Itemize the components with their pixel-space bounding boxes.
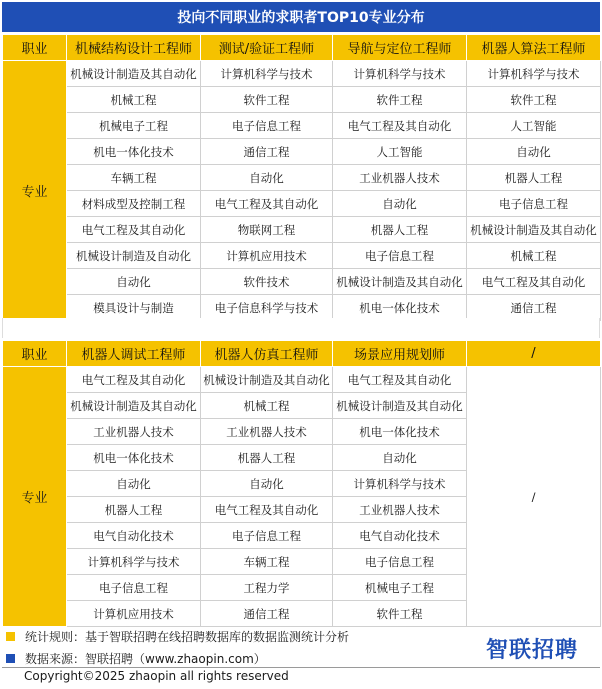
major-cell: 电子信息工程: [467, 191, 601, 217]
occupation-header-label: 职业: [3, 35, 67, 61]
page-title: 投向不同职业的求职者TOP10专业分布: [2, 2, 600, 32]
occupation-header: 机器人仿真工程师: [201, 341, 333, 367]
table-row: [3, 87, 601, 113]
major-cell: 自动化: [333, 445, 467, 471]
major-cell: 通信工程: [201, 601, 333, 627]
major-cell: 机械设计制造及自动化: [67, 243, 201, 269]
occupation-header: 机器人调试工程师: [67, 341, 201, 367]
major-cell: 计算机应用技术: [67, 601, 201, 627]
major-cell: 电气工程及其自动化: [333, 367, 467, 393]
major-cell: 机电一体化技术: [67, 445, 201, 471]
major-cell: 材料成型及控制工程: [67, 191, 201, 217]
major-cell: 电子信息科学与技术: [201, 295, 333, 321]
major-cell: 计算机科学与技术: [333, 61, 467, 87]
major-cell: 计算机科学与技术: [67, 549, 201, 575]
major-cell: 自动化: [67, 269, 201, 295]
occupation-header: 场景应用规划师: [333, 341, 467, 367]
major-cell: 自动化: [201, 471, 333, 497]
blue-square-icon: [6, 654, 15, 663]
occupation-header: 机械结构设计工程师: [67, 35, 201, 61]
major-cell: 电子信息工程: [67, 575, 201, 601]
major-cell: 电子信息工程: [333, 243, 467, 269]
major-cell: 电气自动化技术: [333, 523, 467, 549]
major-cell: 机械电子工程: [67, 113, 201, 139]
major-cell: 机械设计制造及其自动化: [67, 61, 201, 87]
major-cell: 软件工程: [333, 601, 467, 627]
major-cell: 机械设计制造及其自动化: [467, 217, 601, 243]
major-cell: 人工智能: [467, 113, 601, 139]
occupation-major-table-1: [2, 34, 601, 321]
major-cell: 电子信息工程: [333, 549, 467, 575]
major-cell: 软件技术: [201, 269, 333, 295]
major-cell: 物联网工程: [201, 217, 333, 243]
major-cell: 电气工程及其自动化: [467, 269, 601, 295]
occupation-header-label: 职业: [3, 341, 67, 367]
major-cell: 自动化: [333, 191, 467, 217]
table-row: [3, 139, 601, 165]
major-cell: 机械工程: [67, 87, 201, 113]
major-cell: 电气工程及其自动化: [67, 367, 201, 393]
rule-note-text: 统计规则：基于智联招聘在线招聘数据库的数据监测统计分析: [25, 630, 350, 644]
source-note: [6, 650, 266, 667]
major-cell: 人工智能: [333, 139, 467, 165]
yellow-square-icon: [6, 632, 15, 641]
major-cell: 电气自动化技术: [67, 523, 201, 549]
major-cell: 模具设计与制造: [67, 295, 201, 321]
table-row: [3, 113, 601, 139]
table-row: [3, 269, 601, 295]
major-cell: 软件工程: [333, 87, 467, 113]
major-cell: 软件工程: [201, 87, 333, 113]
occupation-header: /: [467, 341, 601, 367]
major-cell: 工程力学: [201, 575, 333, 601]
major-cell: 机器人工程: [467, 165, 601, 191]
major-cell: 电气工程及其自动化: [201, 191, 333, 217]
table-row: [3, 61, 601, 87]
major-cell: 通信工程: [467, 295, 601, 321]
major-cell: 工业机器人技术: [333, 497, 467, 523]
major-cell: 计算机科学与技术: [201, 61, 333, 87]
major-cell: 工业机器人技术: [67, 419, 201, 445]
table-row: [3, 295, 601, 321]
major-cell: 电气工程及其自动化: [67, 217, 201, 243]
major-cell: 机械设计制造及其自动化: [333, 269, 467, 295]
major-cell: 机械设计制造及其自动化: [333, 393, 467, 419]
table-row: [3, 191, 601, 217]
major-cell: 机械工程: [201, 393, 333, 419]
major-cell: 机器人工程: [333, 217, 467, 243]
occupation-header: 测试/验证工程师: [201, 35, 333, 61]
major-cell: 机电一体化技术: [67, 139, 201, 165]
major-cell: 机械设计制造及其自动化: [201, 367, 333, 393]
major-cell: 机器人工程: [67, 497, 201, 523]
major-cell: 车辆工程: [201, 549, 333, 575]
footer-divider: [2, 667, 600, 668]
occupation-header: 导航与定位工程师: [333, 35, 467, 61]
major-cell: 机械电子工程: [333, 575, 467, 601]
major-cell: 自动化: [67, 471, 201, 497]
major-cell: 工业机器人技术: [201, 419, 333, 445]
major-cell: 机械工程: [467, 243, 601, 269]
major-cell: 电气工程及其自动化: [333, 113, 467, 139]
major-cell: 计算机科学与技术: [333, 471, 467, 497]
major-side-label: 专业: [3, 367, 67, 627]
occupation-header: 机器人算法工程师: [467, 35, 601, 61]
table-row: [3, 165, 601, 191]
major-cell: 机器人工程: [201, 445, 333, 471]
major-cell: 车辆工程: [67, 165, 201, 191]
major-cell: 通信工程: [201, 139, 333, 165]
major-cell: 机电一体化技术: [333, 295, 467, 321]
source-note-text: 数据来源：智联招聘（www.zhaopin.com）: [25, 652, 266, 666]
table-row: [3, 243, 601, 269]
major-cell: 电子信息工程: [201, 113, 333, 139]
rule-note: [6, 628, 349, 645]
major-cell: 工业机器人技术: [333, 165, 467, 191]
major-cell: 电子信息工程: [201, 523, 333, 549]
table-row: [3, 367, 601, 393]
table-row: [3, 217, 601, 243]
major-side-label: 专业: [3, 61, 67, 321]
major-cell: 机械设计制造及其自动化: [67, 393, 201, 419]
major-cell: 电气工程及其自动化: [201, 497, 333, 523]
major-cell: 机电一体化技术: [333, 419, 467, 445]
major-cell: 软件工程: [467, 87, 601, 113]
major-cell: 自动化: [201, 165, 333, 191]
empty-column-cell: /: [467, 367, 601, 627]
occupation-major-table-2: [2, 340, 601, 627]
major-cell: 计算机科学与技术: [467, 61, 601, 87]
zhaopin-logo: 智联招聘: [486, 637, 579, 663]
major-cell: 计算机应用技术: [201, 243, 333, 269]
table-spacer: [2, 318, 600, 338]
major-cell: 自动化: [467, 139, 601, 165]
copyright: Copyright©2025 zhaopin all rights reserved: [24, 669, 289, 683]
